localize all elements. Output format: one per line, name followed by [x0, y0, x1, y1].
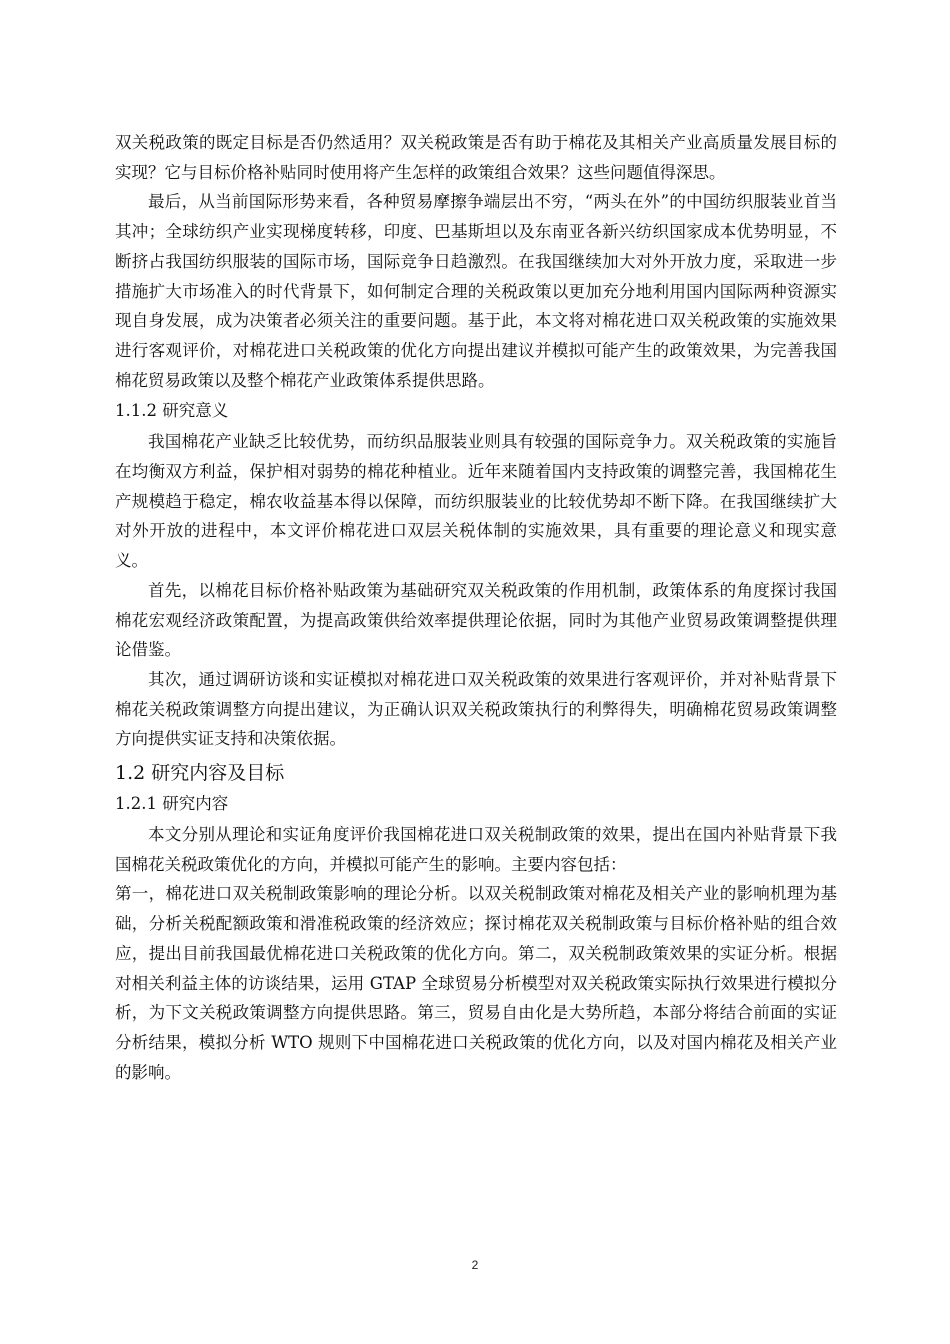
- heading-research-content: 1.2.1 研究内容: [115, 794, 229, 814]
- page-number: 2: [471, 1258, 479, 1272]
- page-content: [115, 128, 837, 1087]
- paragraph-significance-second: 其次，通过调研访谈和实证模拟对棉花进口双关税政策的效果进行客观评价，并对补贴背景下棉花关税政策调整方向提出建议，为正确认识双关税政策执行的利弊得失，明确棉花贸易政策调整方向提供实证支持和决策依据。: [115, 669, 837, 749]
- paragraph-significance-intro: 我国棉花产业缺乏比较优势，而纺织品服装业则具有较强的国际竞争力。双关税政策的实施旨在均衡双方利益，保护相对弱势的棉花种植业。近年来随着国内支持政策的调整完善，我国棉花生产规模趋于稳定，棉农收益基本得以保障，而纺织服装业的比较优势却不断下降。在我国继续扩大对外开放的进程中，本文评价棉花进口双层关税体制的实施效果，具有重要的理论意义和现实意义。: [115, 432, 837, 571]
- heading-research-content-goals: 1.2 研究内容及目标: [115, 762, 285, 785]
- paragraph-continuation: 双关税政策的既定目标是否仍然适用？双关税政策是否有助于棉花及其相关产业高质量发展目标的实现？它与目标价格补贴同时使用将产生怎样的政策组合效果？这些问题值得深思。: [115, 133, 837, 182]
- paragraph-content-items: 第一，棉花进口双关税制政策影响的理论分析。以双关税制政策对棉花及相关产业的影响机理为基础，分析关税配额政策和滑准税政策的经济效应；探讨棉花双关税制政策与目标价格补贴的组合效应，提出目前我国最优棉花进口关税政策的优化方向。第二，双关税制政策效果的实证分析。根据对相关利益主体的访谈结果，运用 GTAP 全球贸易分析模型对双关税政策实际执行效果进行模拟分析，为下文关税政策调整方向提供思路。第三，贸易自由化是大势所趋，本部分将结合前面的实证分析结果，模拟分析 WTO 规则下中国棉花进口关税政策的优化方向，以及对国内棉花及相关产业的影响。: [115, 884, 837, 1082]
- paragraph-content-intro: 本文分别从理论和实证角度评价我国棉花进口双关税制政策的效果，提出在国内补贴背景下我国棉花关税政策优化的方向，并模拟可能产生的影响。主要内容包括：: [115, 825, 837, 874]
- paragraph-significance-first: 首先，以棉花目标价格补贴政策为基础研究双关税政策的作用机制，政策体系的角度探讨我国棉花宏观经济政策配置，为提高政策供给效率提供理论依据，同时为其他产业贸易政策调整提供理论借鉴。: [115, 580, 837, 660]
- paragraph-international-situation: 最后，从当前国际形势来看，各种贸易摩擦争端层出不穷，“两头在外”的中国纺织服装业首当其冲；全球纺织产业实现梯度转移，印度、巴基斯坦以及东南亚各新兴纺织国家成本优势明显，不断挤占我国纺织服装的国际市场，国际竞争日趋激烈。在我国继续加大对外开放力度，采取进一步措施扩大市场准入的时代背景下，如何制定合理的关税政策以更加充分地利用国内国际两种资源实现自身发展，成为决策者必须关注的重要问题。基于此，本文将对棉花进口双关税政策的实施效果进行客观评价，对棉花进口关税政策的优化方向提出建议并模拟可能产生的政策效果，为完善我国棉花贸易政策以及整个棉花产业政策体系提供思路。: [115, 192, 837, 390]
- heading-research-significance: 1.1.2 研究意义: [115, 401, 229, 421]
